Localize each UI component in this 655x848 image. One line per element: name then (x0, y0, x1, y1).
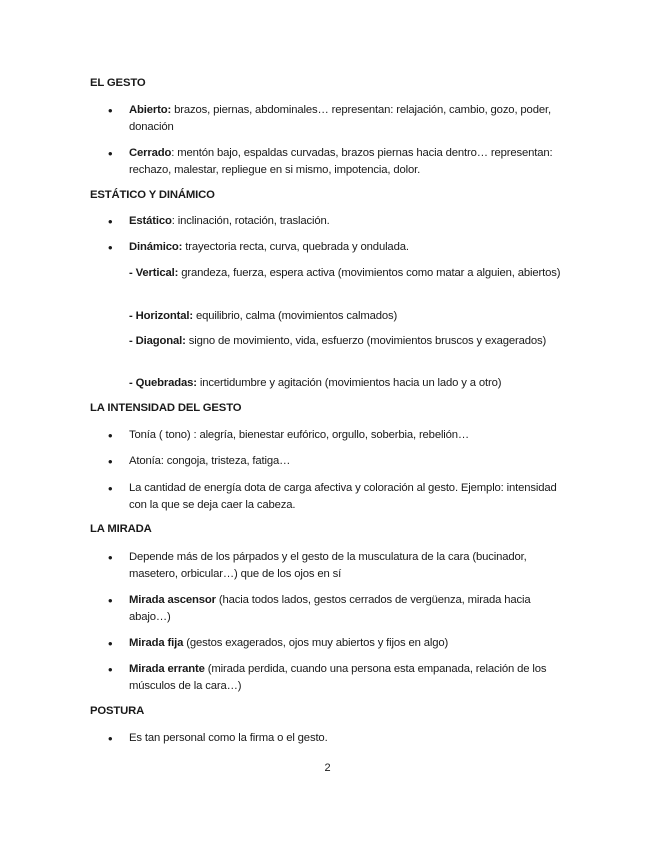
list-item: Es tan personal como la firma o el gesto. (129, 732, 328, 744)
list-item: La cantidad de energía dota de carga afectiva y coloración al gesto. Ejemplo: intensidad con la que se deja caer la cabeza. (129, 482, 557, 511)
bullet-icon: • (108, 550, 113, 565)
item-label: Abierto: (129, 104, 172, 116)
item-label: - Quebradas: (129, 377, 197, 389)
list-item (129, 239, 569, 256)
list-item (129, 213, 569, 230)
item-text: (gestos exagerados, ojos muy abiertos y fijos en algo) (183, 637, 449, 649)
section-heading-gesto: EL GESTO (90, 77, 146, 89)
list-item: Tonía ( tono) : alegría, bienestar eufórico, orgullo, soberbia, rebelión… (129, 429, 470, 441)
list-item (129, 145, 569, 179)
bullet-icon: • (108, 662, 113, 677)
bullet-icon: • (108, 103, 113, 118)
item-label: Cerrado (129, 147, 172, 159)
list-item (129, 635, 569, 652)
item-text: (mirada perdida, cuando una persona esta empanada, relación de los músculos de la cara…) (129, 663, 547, 692)
section-heading-intensidad: LA INTENSIDAD DEL GESTO (90, 402, 242, 414)
section-heading-estatico: ESTÁTICO Y DINÁMICO (90, 189, 215, 201)
bullet-icon: • (108, 454, 113, 469)
bullet-icon: • (108, 731, 113, 746)
sub-item-horizontal (129, 308, 569, 325)
bullet-icon: • (108, 428, 113, 443)
item-text: (hacia todos lados, gestos cerrados de vergüenza, mirada hacia abajo…) (129, 594, 531, 623)
list-item: Atonía: congoja, tristeza, fatiga… (129, 455, 291, 467)
sub-item-quebradas (129, 375, 569, 392)
item-text: grandeza, fuerza, espera activa (movimientos como matar a alguien, abiertos) (178, 267, 561, 279)
item-label: - Vertical: (129, 267, 179, 279)
item-label: Mirada ascensor (129, 594, 216, 606)
item-label: - Horizontal: (129, 310, 193, 322)
item-text: signo de movimiento, vida, esfuerzo (movimientos bruscos y exagerados) (185, 335, 547, 347)
sub-item-diagonal (129, 333, 569, 350)
item-label: Estático (129, 215, 172, 227)
page-number: 2 (324, 762, 331, 774)
section-heading-postura: POSTURA (90, 705, 145, 717)
item-text: trayectoria recta, curva, quebrada y ondulada. (182, 241, 409, 253)
item-text: : mentón bajo, espaldas curvadas, brazos piernas hacia dentro… representan: rechazo, malestar, repliegue en si mismo, impotencia, dolor. (129, 147, 553, 176)
item-text: equilibrio, calma (movimientos calmados) (192, 310, 398, 322)
bullet-icon: • (108, 146, 113, 161)
item-text: : inclinación, rotación, traslación. (171, 215, 330, 227)
item-text: Depende más de los párpados y el gesto de la musculatura de la cara (bucinador, masetero, orbicular…) que de los ojos en sí (129, 551, 527, 580)
bullet-icon: • (108, 481, 113, 496)
bullet-icon: • (108, 214, 113, 229)
section-heading-mirada: LA MIRADA (90, 523, 152, 535)
list-item (129, 661, 569, 695)
item-text: brazos, piernas, abdominales… representan: relajación, cambio, gozo, poder, donación (129, 104, 551, 133)
bullet-icon: • (108, 636, 113, 651)
item-label: Mirada fija (129, 637, 184, 649)
list-item (129, 592, 569, 626)
bullet-icon: • (108, 240, 113, 255)
item-label: Dinámico: (129, 241, 183, 253)
list-item (129, 102, 569, 136)
item-label: - Diagonal: (129, 335, 186, 347)
bullet-icon: • (108, 593, 113, 608)
list-item (129, 549, 569, 583)
item-text: incertidumbre y agitación (movimientos hacia un lado y a otro) (196, 377, 502, 389)
sub-item-vertical (129, 265, 569, 282)
item-label: Mirada errante (129, 663, 205, 675)
